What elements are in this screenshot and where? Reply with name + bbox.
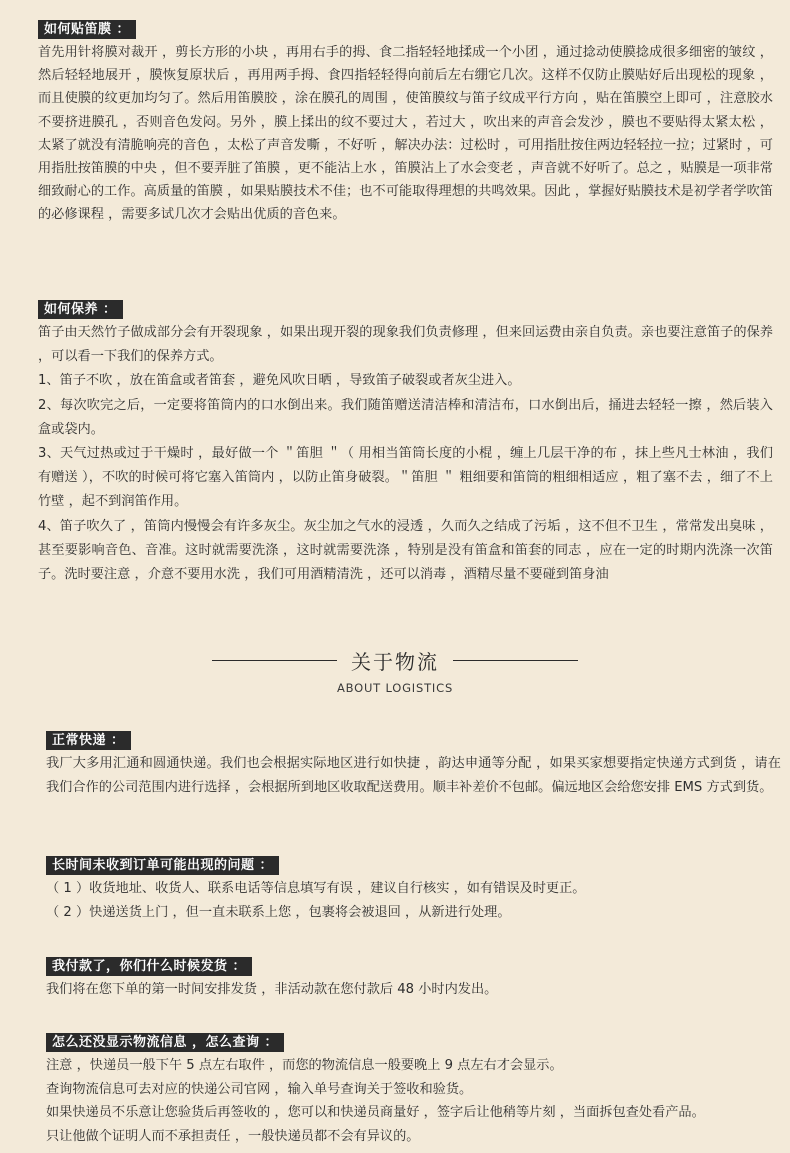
care-item: 1、笛子不吹 ，放在笛盒或者笛套 ，避免风吹日晒 ，导致笛子破裂或者灰尘进入。 — [38, 373, 521, 389]
logistics-header — [0, 646, 790, 695]
shipping-body: 我厂大多用汇通和圆通快递。我们也会根据实际地区进行如快捷 ，韵达申通等分配 ，如果买家想要指定快递方式到货 ，请在我们合作的公司范围内进行选择 ，会根据所到地区收取配送费用。顺丰补差价不包邮。偏远地区会给您安排 EMS 方式到货。 — [46, 756, 781, 795]
care-item: 4、笛子吹久了 ，笛筒内慢慢会有许多灰尘。灰尘加之气水的浸透 ，久而久之结成了污垢 ，这不但不卫生 ，常常发出臭味 ，甚至要影响音色、音准。这时就需要洗涤 ，这时就需要洗涤 ，特别是没有笛盒和笛套的同志 ，应在一定的时期内洗涤一次笛子。洗时要注意 ，介意不要用水洗 ，我们可用酒精清洗 ，还可以消毒 ，酒精尽量不要碰到笛身油 — [38, 518, 773, 583]
divider-right — [453, 660, 578, 661]
care-item: 3、天气过热或过于干燥时 ，最好做一个 ＂笛胆 ＂（ 用相当笛筒长度的小棍 ，缠上几层干净的布 ，抹上些凡士林油 ，我们有赠送 ），不吹的时候可将它塞入笛筒内 ，以防止笛身破裂。＂笛胆 ＂ 粗细要和笛筒的粗细相适应 ，粗了塞不去 ，细了不上竹壁 ，起不到润笛作用。 — [38, 446, 773, 510]
tracking-item: 如果快递员不乐意让您验货后再签收的 ，您可以和快递员商量好 ，签字后让他稍等片刻 ，当面拆包查处看产品。 — [46, 1105, 705, 1120]
problem-item: （ 1 ）收货地址、收货人、联系电话等信息填写有误 ，建议自行核实 ，如有错误及时更正。 — [46, 881, 586, 896]
shipping-section — [46, 729, 781, 799]
logistics-title: 关于物流 — [351, 650, 439, 674]
care-section — [38, 298, 773, 587]
film-body: 首先用针将膜对裁开 ，剪长方形的小块 ，再用右手的拇、食二指轻轻地揉成一个小团 ，通过捻动使膜捻成很多细密的皱纹 ，然后轻轻地展开 ，膜恢复原状后 ，再用两手拇、食四指轻轻得向前后左右绷它几次。这样不仅防止膜贴好后出现松的现象 ，而且使膜的纹更加均匀了。然后用笛膜胶 ，涂在膜孔的周围 ，使笛膜纹与笛子纹成平行方向 ，贴在笛膜空上即可 ，注意胶水不要挤进膜孔 ，否则音色发闷。另外 ，膜上揉出的纹不要过大 ，若过大 ，吹出来的声音会发沙 ，膜也不要贴得太紧太松 ，太紧了就没有清脆响亮的音色 ，太松了声音发嘶 ，不好听 ，解决办法：过松时 ，可用指肚按住两边轻轻拉一拉；过紧时 ，可用指肚按笛膜的中央 ，但不要弄脏了笛膜 ，更不能沾上水 ，笛膜沾上了水会变老 ，声音就不好听了。总之 ，贴膜是一项非常细致耐心的工作。高质量的笛膜 ，如果贴膜技术不佳；也不可能取得理想的共鸣效果。因此 ，掌握好贴膜技术是初学者学吹笛的必修课程 ，需要多试几次才会贴出优质的音色来。 — [38, 45, 773, 223]
care-title: 如何保养 ： — [38, 300, 123, 319]
dispatch-section — [46, 955, 781, 1002]
film-title: 如何贴笛膜 ： — [38, 20, 136, 39]
tracking-item: 只让他做个证明人而不承担责任 ，一般快递员都不会有异议的。 — [46, 1128, 420, 1144]
dispatch-title: 我付款了，你们什么时候发货 ： — [46, 957, 252, 976]
care-intro: 笛子由天然竹子做成部分会有开裂现象 ，如果出现开裂的现象我们负责修理 ，但来回运费由亲自负责。亲也要注意笛子的保养 ，可以看一下我们的保养方式。 — [38, 325, 773, 365]
tracking-item: 查询物流信息可去对应的快递公司官网 ，输入单号查询关于签收和验货。 — [46, 1081, 473, 1097]
logistics-subtitle: ABOUT LOGISTICS — [336, 681, 454, 695]
problem-item: （ 2 ）快递送货上门 ，但一直未联系上您 ，包裹将会被退回 ，从新进行处理。 — [46, 904, 511, 920]
problems-title: 长时间未收到订单可能出现的问题 ： — [46, 856, 279, 875]
tracking-title: 怎么还没显示物流信息 ，怎么查询 ： — [46, 1033, 284, 1052]
problems-section — [46, 854, 781, 924]
tracking-section — [46, 1031, 781, 1148]
care-item: 2、每次吹完之后，一定要将笛筒内的口水倒出来。我们随笛赠送清洁棒和清洁布，口水倒出后，捅进去轻轻一擦 ，然后装入盒或袋内。 — [38, 397, 773, 437]
shipping-title: 正常快递 ： — [46, 731, 131, 750]
dispatch-body: 我们将在您下单的第一时间安排发货 ，非活动款在您付款后 48 小时内发出。 — [46, 982, 498, 997]
film-section — [38, 18, 773, 227]
tracking-item: 注意 ，快递员一般下午 5 点左右取件 ，而您的物流信息一般要晚上 9 点左右才会显示。 — [46, 1058, 563, 1073]
divider-left — [212, 660, 337, 661]
